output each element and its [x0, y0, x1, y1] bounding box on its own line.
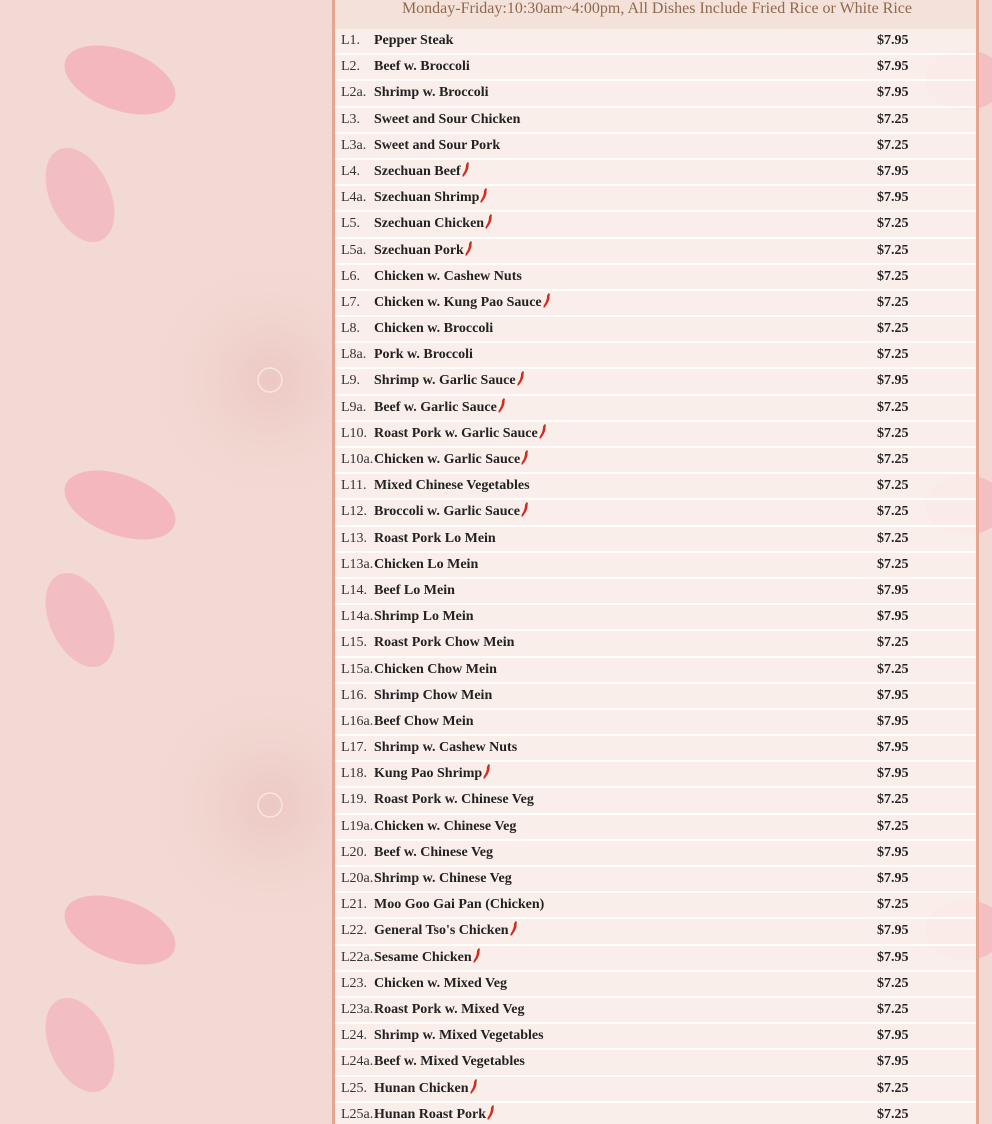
item-name	[374, 422, 547, 446]
hot-pepper-icon	[465, 241, 473, 256]
item-name	[374, 265, 522, 289]
item-code: L5a.	[341, 242, 367, 258]
item-code: L16.	[341, 687, 368, 703]
item-code: L3.	[341, 111, 361, 127]
menu-item-row	[335, 291, 976, 317]
item-name	[374, 291, 551, 315]
hot-pepper-icon	[539, 424, 547, 439]
item-name-text: Roast Pork w. Garlic Sauce	[374, 425, 538, 441]
menu-item-row	[335, 946, 976, 972]
item-price: $7.25	[877, 268, 909, 284]
item-name	[374, 867, 512, 891]
item-code: L2.	[341, 59, 361, 75]
item-code: L3a.	[341, 137, 367, 153]
lunch-menu-panel	[332, 0, 979, 1124]
item-price: $7.95	[877, 190, 909, 206]
hot-pepper-icon	[462, 162, 470, 177]
item-price: $7.25	[877, 347, 909, 363]
item-name	[374, 1024, 544, 1048]
item-name-text: Chicken w. Chinese Veg	[374, 818, 517, 834]
lunch-hours-note: Monday-Friday:10:30am~4:00pm, All Dishes Include Fried Rice or White Rice	[335, 0, 976, 29]
item-name-text: Chicken w. Garlic Sauce	[374, 452, 521, 467]
item-name	[374, 474, 530, 498]
item-name-text: Beef Chow Mein	[374, 713, 474, 729]
menu-item-row	[335, 998, 976, 1024]
item-name	[374, 1103, 495, 1124]
item-code: L17.	[341, 740, 368, 756]
menu-item-row	[335, 841, 976, 867]
item-code: L22.	[341, 923, 368, 939]
menu-item-row	[335, 369, 976, 395]
hot-pepper-icon	[521, 450, 529, 465]
item-code: L10.	[341, 425, 368, 441]
menu-item-row	[335, 1103, 976, 1124]
hot-pepper-icon	[480, 188, 488, 203]
item-code: L7.	[341, 294, 361, 310]
item-price: $7.95	[877, 713, 909, 729]
item-name-text: Beef w. Chinese Veg	[374, 844, 493, 860]
item-name-text: Shrimp Lo Mein	[374, 609, 474, 625]
item-name	[374, 134, 500, 158]
item-price: $7.25	[877, 242, 909, 258]
item-name	[374, 500, 529, 524]
item-name	[374, 815, 516, 839]
menu-item-row	[335, 1024, 976, 1050]
menu-item-row	[335, 317, 976, 343]
item-name-text: Kung Pao Shrimp	[374, 766, 483, 782]
item-name	[374, 369, 525, 393]
item-name	[374, 919, 518, 943]
menu-list	[335, 29, 976, 1124]
item-name-text: Chicken w. Kung Pao Sauce	[374, 294, 542, 310]
item-name	[374, 29, 453, 53]
item-code: L9a.	[341, 399, 367, 415]
item-price: $7.95	[877, 373, 909, 389]
item-price: $7.25	[877, 818, 909, 834]
item-code: L21.	[341, 897, 368, 913]
item-code: L2a.	[341, 85, 367, 101]
menu-item-row	[335, 815, 976, 841]
item-code: L14a.	[341, 609, 374, 625]
item-price: $7.25	[877, 635, 909, 651]
hot-pepper-icon	[473, 948, 481, 963]
item-price: $7.95	[877, 923, 909, 939]
item-name	[374, 972, 507, 996]
item-code: L24.	[341, 1028, 368, 1044]
menu-item-row	[335, 108, 976, 134]
item-name-text: Shrimp Chow Mein	[374, 687, 493, 703]
menu-item-row	[335, 788, 976, 814]
menu-item-row	[335, 658, 976, 684]
menu-item-row	[335, 893, 976, 919]
item-price: $7.95	[877, 1028, 909, 1044]
item-code: L20.	[341, 844, 368, 860]
item-price: $7.25	[877, 294, 909, 310]
hot-pepper-icon	[487, 1105, 495, 1120]
item-code: L19a.	[341, 818, 374, 834]
item-name-text: Shrimp w. Mixed Vegetables	[374, 1028, 544, 1044]
item-price: $7.25	[877, 792, 909, 808]
item-price: $7.95	[877, 844, 909, 860]
item-price: $7.95	[877, 1054, 909, 1070]
item-code: L6.	[341, 268, 361, 284]
hot-pepper-icon	[521, 502, 529, 517]
item-price: $7.25	[877, 1106, 909, 1122]
item-name	[374, 893, 544, 917]
item-name-text: Chicken w. Cashew Nuts	[374, 268, 522, 284]
item-price: $7.25	[877, 478, 909, 494]
item-price: $7.25	[877, 504, 909, 520]
item-name	[374, 841, 493, 865]
item-name-text: Beef w. Mixed Vegetables	[374, 1054, 525, 1070]
menu-item-row	[335, 81, 976, 107]
item-name	[374, 605, 474, 629]
item-code: L11.	[341, 478, 367, 494]
item-name-text: Pork w. Broccoli	[374, 347, 473, 363]
menu-item-row	[335, 212, 976, 238]
item-price: $7.25	[877, 1001, 909, 1017]
item-name-text: Pepper Steak	[374, 33, 454, 48]
menu-item-row	[335, 343, 976, 369]
menu-item-row	[335, 579, 976, 605]
item-code: L15.	[341, 635, 368, 651]
item-name	[374, 527, 496, 551]
menu-item-row	[335, 684, 976, 710]
menu-item-row	[335, 396, 976, 422]
item-name-text: Beef Lo Mein	[374, 582, 455, 598]
item-name-text: Szechuan Shrimp	[374, 190, 480, 206]
menu-item-row	[335, 1050, 976, 1076]
item-price: $7.25	[877, 452, 909, 467]
item-name-text: Roast Pork Chow Mein	[374, 635, 515, 651]
item-code: L15a.	[341, 661, 374, 677]
item-name	[374, 212, 493, 236]
menu-item-row	[335, 448, 976, 474]
item-name	[374, 1077, 478, 1101]
hot-pepper-icon	[510, 921, 518, 936]
item-price: $7.25	[877, 975, 909, 991]
menu-item-row	[335, 762, 976, 788]
item-name	[374, 1050, 525, 1074]
item-price: $7.25	[877, 137, 909, 153]
item-name	[374, 631, 514, 655]
item-price: $7.95	[877, 740, 909, 756]
item-price: $7.95	[877, 766, 909, 782]
item-name	[374, 317, 493, 341]
item-price: $7.25	[877, 897, 909, 913]
item-price: $7.95	[877, 33, 909, 48]
item-code: L5.	[341, 216, 361, 232]
item-name	[374, 736, 517, 760]
menu-item-row	[335, 736, 976, 762]
item-name-text: Sweet and Sour Chicken	[374, 111, 521, 127]
item-name	[374, 55, 470, 79]
item-name-text: Sweet and Sour Pork	[374, 137, 501, 153]
item-name	[374, 788, 534, 812]
item-name	[374, 579, 455, 603]
menu-item-row	[335, 160, 976, 186]
item-name-text: Beef w. Garlic Sauce	[374, 399, 497, 415]
menu-item-row	[335, 919, 976, 945]
item-name	[374, 998, 525, 1022]
item-price: $7.95	[877, 582, 909, 598]
item-name-text: Shrimp w. Chinese Veg	[374, 871, 512, 886]
item-name-text: Hunan Chicken	[374, 1080, 469, 1096]
item-price: $7.25	[877, 216, 909, 232]
menu-item-row	[335, 527, 976, 553]
item-code: L18.	[341, 766, 368, 782]
hot-pepper-icon	[470, 1079, 478, 1094]
item-name	[374, 239, 473, 263]
item-name-text: Beef w. Broccoli	[374, 59, 470, 75]
item-code: L8a.	[341, 347, 367, 363]
menu-item-row	[335, 553, 976, 579]
item-code: L13a.	[341, 556, 374, 572]
item-code: L23a.	[341, 1001, 374, 1017]
item-name	[374, 186, 488, 210]
item-code: L23.	[341, 975, 368, 991]
item-name-text: General Tso's Chicken	[374, 923, 509, 939]
item-code: L22a.	[341, 949, 374, 965]
item-name	[374, 658, 497, 682]
item-code: L4a.	[341, 190, 367, 206]
item-name-text: Szechuan Beef	[374, 163, 461, 179]
item-name-text: Shrimp w. Cashew Nuts	[374, 740, 518, 756]
item-name	[374, 684, 492, 708]
item-name	[374, 762, 491, 786]
item-name	[374, 396, 506, 420]
item-code: L20a.	[341, 871, 374, 886]
item-price: $7.95	[877, 949, 909, 965]
menu-item-row	[335, 29, 976, 55]
item-name-text: Roast Pork w. Chinese Veg	[374, 792, 534, 808]
item-code: L10a.	[341, 452, 374, 467]
item-name-text: Szechuan Chicken	[374, 216, 485, 232]
menu-item-row	[335, 972, 976, 998]
item-price: $7.95	[877, 687, 909, 703]
menu-item-row	[335, 186, 976, 212]
hot-pepper-icon	[483, 764, 491, 779]
item-price: $7.25	[877, 321, 909, 337]
item-price: $7.25	[877, 399, 909, 415]
menu-item-row	[335, 474, 976, 500]
item-code: L12.	[341, 504, 368, 520]
item-name	[374, 108, 520, 132]
menu-item-row	[335, 631, 976, 657]
item-name-text: Hunan Roast Pork	[374, 1106, 487, 1122]
item-code: L25.	[341, 1080, 368, 1096]
hot-pepper-icon	[498, 398, 506, 413]
item-price: $7.95	[877, 163, 909, 179]
item-code: L24a.	[341, 1054, 374, 1070]
item-name	[374, 710, 474, 734]
item-name	[374, 553, 478, 577]
menu-item-row	[335, 422, 976, 448]
menu-item-row	[335, 500, 976, 526]
item-name	[374, 946, 481, 970]
item-name-text: Shrimp w. Broccoli	[374, 85, 489, 101]
item-name	[374, 81, 488, 105]
item-code: L13.	[341, 530, 368, 546]
item-name-text: Mixed Chinese Vegetables	[374, 478, 530, 494]
item-name-text: Shrimp w. Garlic Sauce	[374, 373, 516, 389]
item-price: $7.25	[877, 1080, 909, 1096]
item-price: $7.95	[877, 85, 909, 101]
item-name-text: Szechuan Pork	[374, 242, 464, 258]
item-name-text: Broccoli w. Garlic Sauce	[374, 504, 520, 520]
item-name-text: Chicken w. Mixed Veg	[374, 975, 508, 991]
item-name-text: Roast Pork w. Mixed Veg	[374, 1001, 525, 1017]
item-price: $7.25	[877, 425, 909, 441]
item-code: L16a.	[341, 713, 374, 729]
menu-item-row	[335, 867, 976, 893]
item-price: $7.25	[877, 111, 909, 127]
item-name-text: Sesame Chicken	[374, 949, 472, 965]
item-code: L4.	[341, 163, 361, 179]
item-name	[374, 160, 470, 184]
item-price: $7.25	[877, 530, 909, 546]
item-name-text: Chicken Lo Mein	[374, 556, 479, 572]
item-name	[374, 343, 473, 367]
item-code: L9.	[341, 373, 361, 389]
hot-pepper-icon	[543, 293, 551, 308]
menu-item-row	[335, 265, 976, 291]
hot-pepper-icon	[517, 371, 525, 386]
hot-pepper-icon	[485, 214, 493, 229]
item-name-text: Moo Goo Gai Pan (Chicken)	[374, 897, 545, 913]
item-price: $7.95	[877, 59, 909, 75]
item-code: L1.	[341, 33, 361, 48]
item-name-text: Chicken Chow Mein	[374, 661, 497, 677]
menu-item-row	[335, 55, 976, 81]
item-name-text: Chicken w. Broccoli	[374, 321, 494, 337]
menu-item-row	[335, 710, 976, 736]
menu-item-row	[335, 134, 976, 160]
item-price: $7.25	[877, 661, 909, 677]
menu-item-row	[335, 239, 976, 265]
item-price: $7.95	[877, 871, 909, 886]
item-code: L19.	[341, 792, 368, 808]
item-code: L8.	[341, 321, 361, 337]
item-name	[374, 448, 529, 472]
item-price: $7.25	[877, 556, 909, 572]
item-price: $7.95	[877, 609, 909, 625]
menu-item-row	[335, 1077, 976, 1103]
item-code: L14.	[341, 582, 368, 598]
item-name-text: Roast Pork Lo Mein	[374, 530, 496, 546]
menu-item-row	[335, 605, 976, 631]
item-code: L25a.	[341, 1106, 374, 1122]
